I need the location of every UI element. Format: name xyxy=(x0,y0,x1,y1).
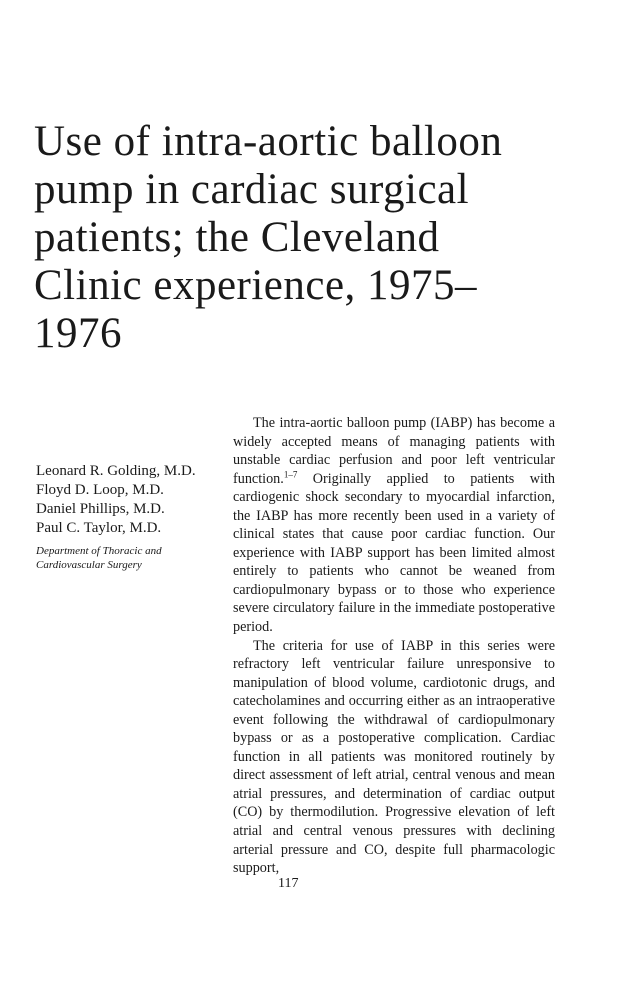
author-block xyxy=(36,462,236,572)
page-number: 117 xyxy=(278,876,299,891)
body-paragraph xyxy=(233,414,555,637)
author-name: Paul C. Taylor, M.D. xyxy=(36,520,162,536)
affiliation-line: Cardiovascular Surgery xyxy=(36,559,142,571)
author-name: Daniel Phillips, M.D. xyxy=(36,501,165,517)
author-affiliation xyxy=(36,544,236,572)
author-name: Leonard R. Golding, M.D. xyxy=(36,463,196,479)
affiliation-line: Department of Thoracic and xyxy=(36,545,162,557)
paragraph-text: Originally applied to patients with cardiogenic shock secondary to myocardial infarction, the IABP has more recently been used in a variety of clinical states that cause poor cardiac function. Our experience with IABP support has been limited almost entirely to patients who cannot be weaned from cardiopulmonary bypass or to those who experience severe circulatory failure in the immediate postoperative period. xyxy=(233,470,555,636)
reference-superscript: 1–7 xyxy=(283,468,298,479)
paragraph-text: The intra-aortic balloon pump (IABP) has become a widely accepted means of managing patients with unstable cardiac perfusion and poor left ventricular function. xyxy=(233,415,555,487)
article-title: Use of intra-aortic balloon pump in cardiac surgical patients; the Cleveland Clinic experience, 1975–1976 xyxy=(34,118,503,357)
body-paragraph: The criteria for use of IABP in this series were refractory left ventricular failure unresponsive to manipulation of blood volume, cardiotonic drugs, and catecholamines and occurring either as an intraoperative event following the withdrawal of cardiopulmonary bypass or as a postoperative complication. Cardiac function in all patients was monitored routinely by direct assessment of left atrial, central venous and mean atrial pressures, and determination of cardiac output (CO) by thermodilution. Progressive elevation of left atrial and central venous pressures with declining arterial pressure and CO, despite full pharmacologic support, xyxy=(233,637,555,877)
author-name: Floyd D. Loop, M.D. xyxy=(36,482,164,498)
article-body xyxy=(233,414,555,878)
